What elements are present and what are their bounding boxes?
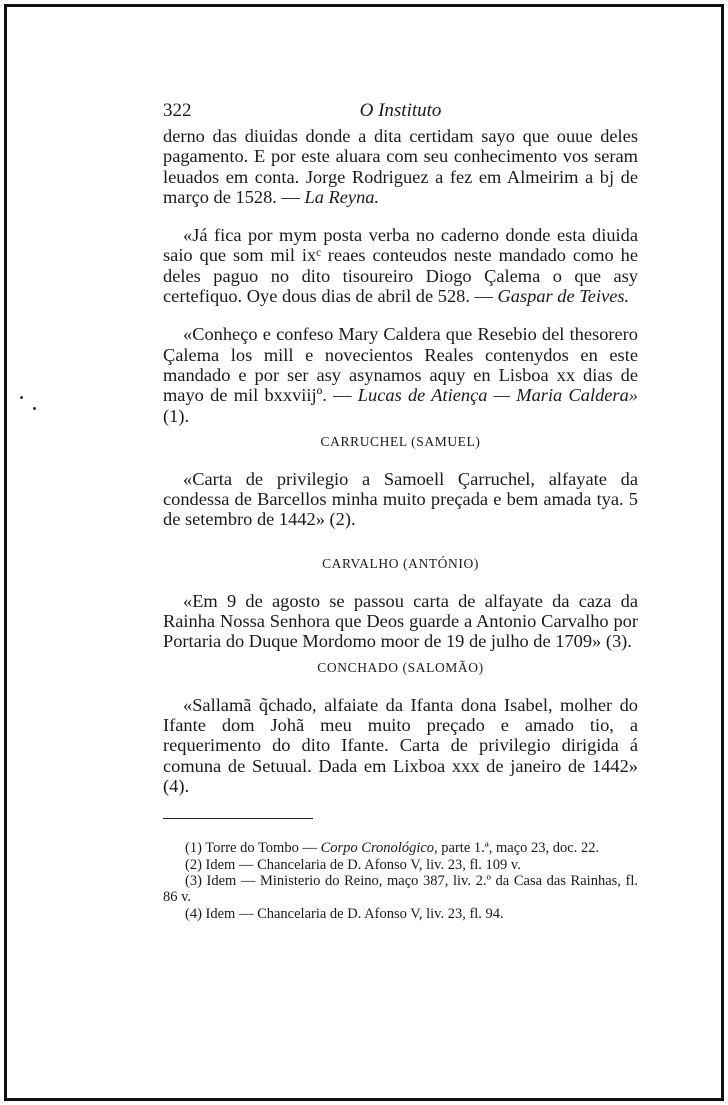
paragraph-2 <box>163 225 638 306</box>
margin-speck <box>20 396 23 399</box>
footnote-3: (3) Idem — Ministerio do Reino, maço 387, liv. 2.º da Casa das Rainhas, fl. 86 v. <box>163 873 638 905</box>
paragraph-6: «Sallamã q̃chado, alfaiate da Ifanta dona Isabel, molher do Ifante dom Johã meu muito preçado e amado tio, a requerimento do dito Ifante. Carta de privilegio dirigida á comuna de Setuual. Dada em Lixboa xxx de janeiro de 1442» (4). <box>163 694 638 796</box>
entry-heading-conchado: CONCHADO (SALOMÃO) <box>317 659 484 675</box>
signature-lucas-maria: Lucas de Atiença — Maria Caldera» <box>357 385 638 406</box>
running-title: O Instituto <box>359 100 442 121</box>
margin-speck <box>33 407 36 410</box>
page-number: 322 <box>163 100 192 121</box>
body-text <box>163 126 638 796</box>
page-header <box>163 94 638 126</box>
footnote-1: (1) Torre do Tombo — Corpo Cronológico, parte 1.ª, maço 23, doc. 22. <box>185 840 600 857</box>
footnote-separator <box>163 818 313 819</box>
footnote-4: (4) Idem — Chancelaria de D. Afonso V, liv. 23, fl. 94. <box>185 905 504 922</box>
footnotes <box>163 841 638 922</box>
entry-heading-carruchel: CARRUCHEL (SAMUEL) <box>320 433 481 449</box>
footnote-ref-1: (1). <box>163 405 190 426</box>
paragraph-3 <box>163 324 638 425</box>
paragraph-2-text: «Já fica por mym posta verba no caderno donde esta diuida saio que som mil ixᶜ reaes conteudos neste mandado como he deles paguo no dito tisoureiro Diogo Çalema o que asy certefiquo. Oye dous dias de abril de 528. — <box>163 225 638 307</box>
paragraph-1-text: derno das diuidas donde a dita certidam sayo que ouue deles pagamento. E por este aluara com seu conhecimento vos seram leuados em conta. Jorge Rodriguez a fez em Almeirim a bj de março de 1528. — <box>163 126 638 207</box>
paragraph-4: «Carta de privilegio a Samoell Çarruchel, alfayate da condessa de Barcellos minha muito preçada e bem amada tya. 5 de setembro de 1442» (2). <box>163 468 638 530</box>
footnote-2: (2) Idem — Chancelaria de D. Afonso V, liv. 23, fl. 109 v. <box>185 856 521 873</box>
signature-la-reyna: La Reyna. <box>304 186 380 207</box>
paragraph-3-text: «Conheço e confeso Mary Caldera que Resebio del thesorero Çalema los mill e novecientos Reales contenydos en este mandado e por ser asy asynamos aquy en Lisboa xx dias de mayo de mil bxxviijº. — <box>163 324 638 406</box>
paragraph-5: «Em 9 de agosto se passou carta de alfayate da caza da Rainha Nossa Senhora que Deos guarde a Antonio Carvalho por Portaria do Duque Mordomo moor de 19 de julho de 1709» (3). <box>163 590 638 652</box>
entry-heading-carvalho: CARVALHO (ANTÓNIO) <box>322 555 479 571</box>
signature-gaspar-de-teives: Gaspar de Teives. <box>497 286 630 307</box>
book-page <box>163 94 638 923</box>
paragraph-1 <box>163 126 638 207</box>
